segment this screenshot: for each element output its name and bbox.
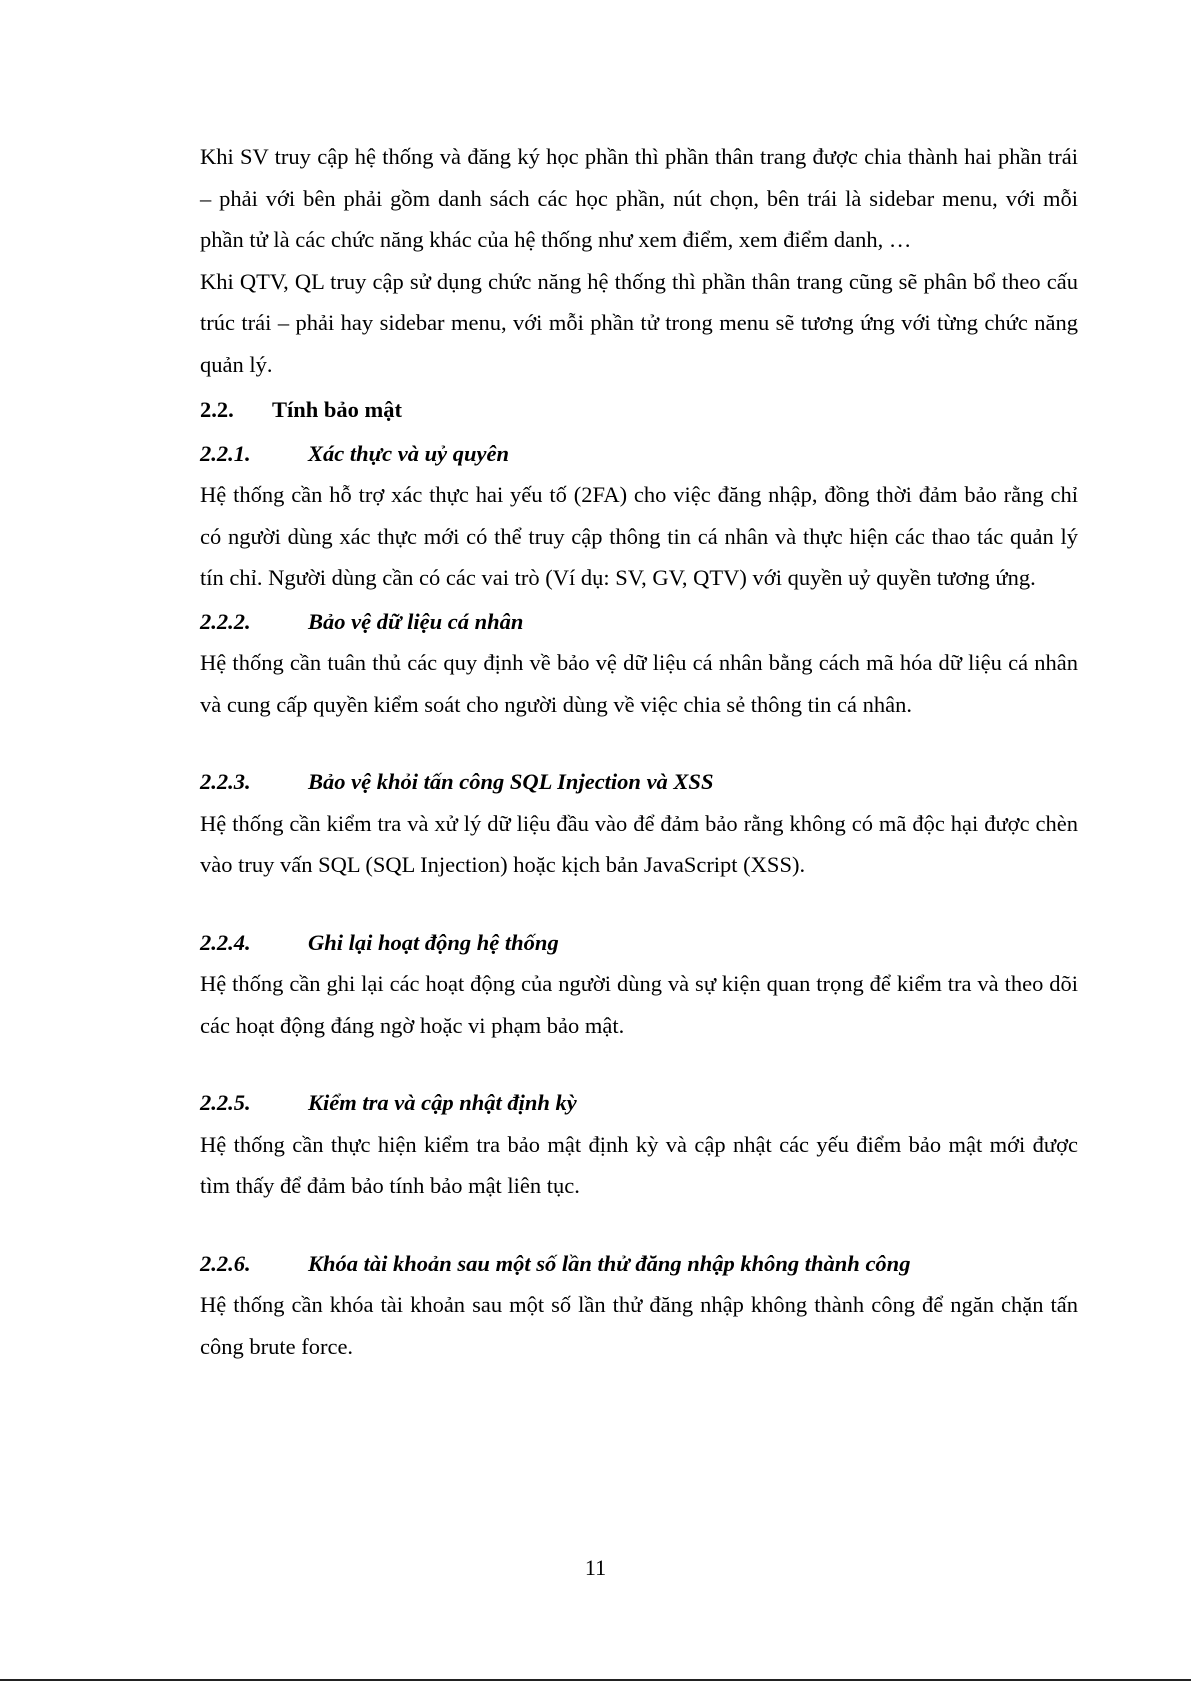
subsection-paragraph: Hệ thống cần tuân thủ các quy định về bảo vệ dữ liệu cá nhân bằng cách mã hóa dữ liệu cá nhân và cung cấp quyền kiểm soát cho người dùng về việc chia sẻ thông tin cá nhân. xyxy=(200,650,1078,717)
subsection-number: 2.2.6. xyxy=(200,1250,251,1276)
paragraph-admin-layout: Khi QTV, QL truy cập sử dụng chức năng hệ thống thì phần thân trang cũng sẽ phân bổ theo cấu trúc trái – phải hay sidebar menu, với mỗi phần tử trong menu sẽ tương ứng với từng chức năng quản lý. xyxy=(200,268,1078,377)
subsection-heading xyxy=(200,433,1078,475)
subsection-number: 2.2.1. xyxy=(200,440,251,466)
paragraph-spacer xyxy=(200,725,1078,759)
subsection-paragraph: Hệ thống cần hỗ trợ xác thực hai yếu tố (2FA) cho việc đăng nhập, đồng thời đảm bảo rằng chỉ có người dùng xác thực mới có thể truy cập thông tin cá nhân và thực hiện các thao tác quản lý tín chỉ. Người dùng cần có các vai trò (Ví dụ: SV, GV, QTV) với quyền uỷ quyền tương ứng. xyxy=(200,482,1078,590)
subsection-paragraph: Hệ thống cần thực hiện kiểm tra bảo mật định kỳ và cập nhật các yếu điểm bảo mật mới được tìm thấy để đảm bảo tính bảo mật liên tục. xyxy=(200,1131,1078,1198)
subsection-number: 2.2.2. xyxy=(200,608,251,634)
subsection-paragraph: Hệ thống cần ghi lại các hoạt động của người dùng và sự kiện quan trọng để kiểm tra và theo dõi các hoạt động đáng ngờ hoặc vi phạm bảo mật. xyxy=(200,971,1078,1038)
subsection-heading xyxy=(200,601,1078,643)
section-heading xyxy=(200,389,1078,431)
subsection-title: Ghi lại hoạt động hệ thống xyxy=(308,929,559,955)
subsection-title: Kiểm tra và cập nhật định kỳ xyxy=(308,1090,577,1115)
paragraph-student-layout: Khi SV truy cập hệ thống và đăng ký học phần thì phần thân trang được chia thành hai phần trái – phải với bên phải gồm danh sách các học phần, nút chọn, bên trái là sidebar menu, với mỗi phần tử là các chức năng khác của hệ thống như xem điểm, xem điểm danh, … xyxy=(200,144,1078,252)
subsection-heading xyxy=(200,761,1078,803)
subsection-heading xyxy=(200,1243,1078,1285)
page-content xyxy=(200,136,1078,1367)
subsection-title: Bảo vệ dữ liệu cá nhân xyxy=(308,608,524,634)
bottom-divider xyxy=(0,1679,1191,1681)
subsection-paragraph: Hệ thống cần khóa tài khoản sau một số lần thử đăng nhập không thành công để ngăn chặn tấn công brute force. xyxy=(200,1292,1078,1359)
subsection-heading xyxy=(200,1082,1078,1124)
subsection-number: 2.2.5. xyxy=(200,1090,251,1115)
paragraph-spacer xyxy=(200,1207,1078,1241)
subsection-heading xyxy=(200,922,1078,964)
subsection-title: Bảo vệ khỏi tấn công SQL Injection và XSS xyxy=(308,769,714,794)
section-title: Tính bảo mật xyxy=(272,397,403,422)
subsection-number: 2.2.4. xyxy=(200,929,251,955)
subsection-title: Xác thực và uỷ quyên xyxy=(308,440,509,466)
subsection-number: 2.2.3. xyxy=(200,769,251,794)
page-number: 11 xyxy=(584,1555,607,1580)
subsection-title: Khóa tài khoản sau một số lần thử đăng nhập không thành công xyxy=(308,1250,911,1276)
paragraph-spacer xyxy=(200,1046,1078,1080)
paragraph-spacer xyxy=(200,886,1078,920)
subsection-paragraph: Hệ thống cần kiểm tra và xử lý dữ liệu đầu vào để đảm bảo rằng không có mã độc hại được chèn vào truy vấn SQL (SQL Injection) hoặc kịch bản JavaScript (XSS). xyxy=(200,810,1078,877)
section-number: 2.2. xyxy=(200,397,234,422)
